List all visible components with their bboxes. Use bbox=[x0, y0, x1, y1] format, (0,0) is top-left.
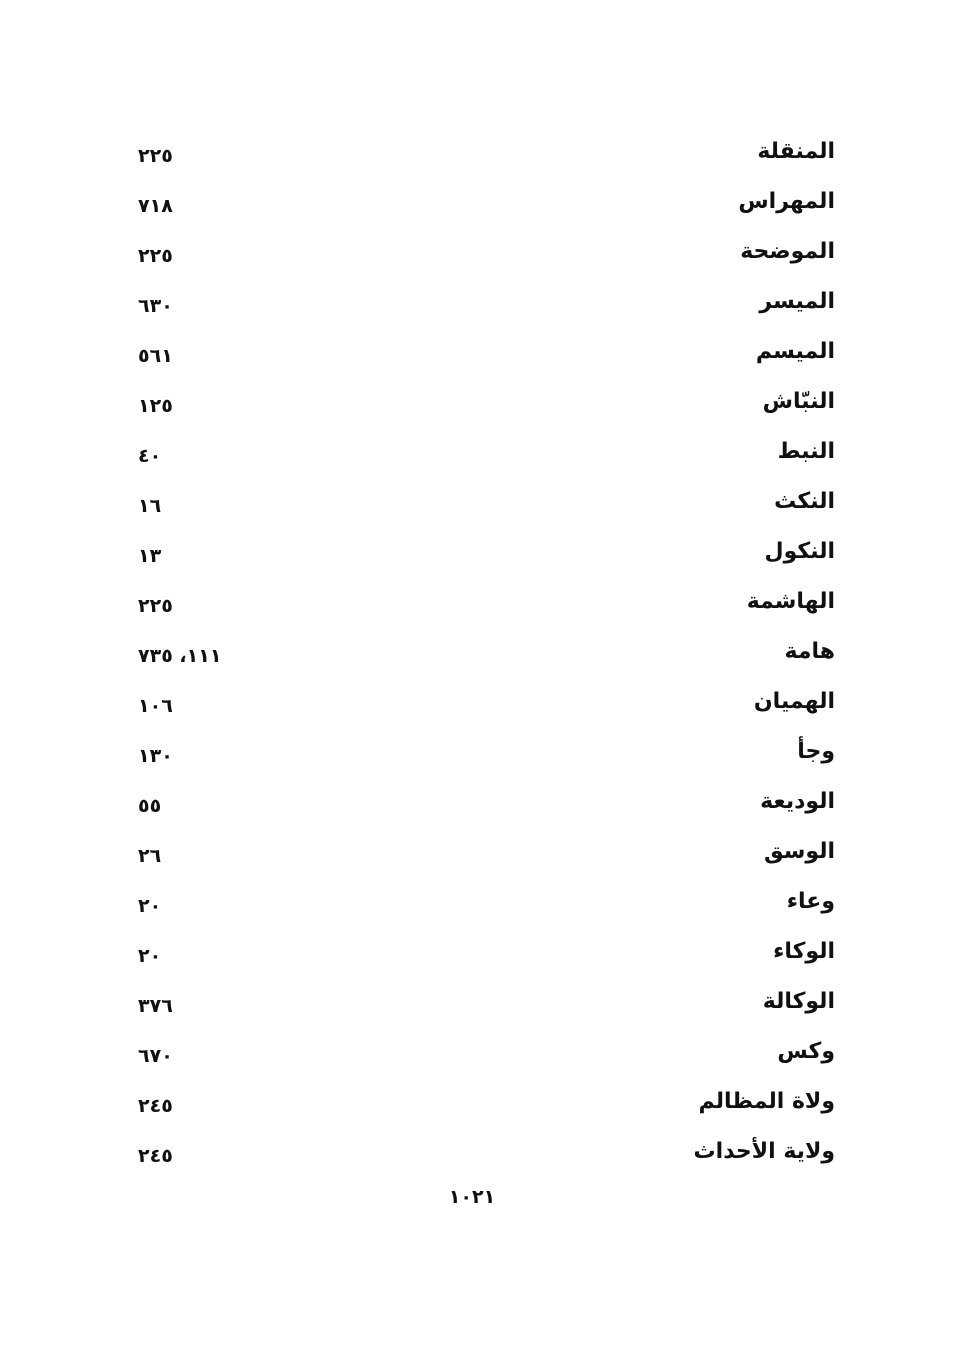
entry-page-refs: ١١١، ٧٣٥ bbox=[138, 645, 222, 667]
glossary-index-list bbox=[130, 127, 835, 1177]
index-entry bbox=[130, 427, 835, 477]
index-entry bbox=[130, 1027, 835, 1077]
index-entry bbox=[130, 477, 835, 527]
index-entry bbox=[130, 577, 835, 627]
entry-page-refs: ٣٧٦ bbox=[138, 995, 173, 1017]
entry-term: النبط bbox=[777, 439, 835, 464]
index-entry bbox=[130, 1127, 835, 1177]
entry-page-refs: ١٣٠ bbox=[138, 745, 173, 767]
index-entry bbox=[130, 927, 835, 977]
index-entry bbox=[130, 727, 835, 777]
entry-page-refs: ١٠٦ bbox=[138, 695, 173, 717]
entry-term: النبّاش bbox=[762, 389, 835, 414]
index-entry bbox=[130, 177, 835, 227]
entry-term: الهميان bbox=[753, 689, 835, 714]
entry-page-refs: ٢٤٥ bbox=[138, 1095, 173, 1117]
entry-term: المهراس bbox=[738, 189, 835, 214]
index-entry bbox=[130, 977, 835, 1027]
entry-page-refs: ٢٠ bbox=[138, 945, 162, 967]
index-entry bbox=[130, 327, 835, 377]
entry-page-refs: ١٢٥ bbox=[138, 395, 173, 417]
entry-term: ولاة المظالم bbox=[698, 1089, 835, 1114]
entry-term: الوديعة bbox=[760, 789, 835, 814]
entry-page-refs: ٦٣٠ bbox=[138, 295, 173, 317]
entry-page-refs: ٥٦١ bbox=[138, 345, 173, 367]
entry-term: النكول bbox=[764, 539, 835, 564]
entry-term: الهاشمة bbox=[746, 589, 835, 614]
entry-term: الموضحة bbox=[740, 239, 835, 264]
entry-term: ولاية الأحداث bbox=[693, 1139, 835, 1164]
entry-term: وجأ bbox=[797, 739, 835, 764]
entry-term: الميسم bbox=[755, 339, 835, 364]
entry-term: هامة bbox=[784, 639, 835, 664]
entry-term: الوكاء bbox=[773, 939, 835, 964]
entry-page-refs: ١٦ bbox=[138, 495, 162, 517]
entry-page-refs: ٢٢٥ bbox=[138, 245, 173, 267]
index-entry bbox=[130, 227, 835, 277]
index-entry bbox=[130, 1077, 835, 1127]
entry-page-refs: ٤٠ bbox=[138, 445, 162, 467]
index-entry bbox=[130, 627, 835, 677]
entry-term: الميسر bbox=[759, 289, 835, 314]
entry-page-refs: ٧١٨ bbox=[138, 195, 173, 217]
index-entry bbox=[130, 877, 835, 927]
entry-page-refs: ٢٤٥ bbox=[138, 1145, 173, 1167]
index-entry bbox=[130, 377, 835, 427]
entry-term: الوسق bbox=[763, 839, 835, 864]
index-entry bbox=[130, 527, 835, 577]
entry-page-refs: ٢٢٥ bbox=[138, 595, 173, 617]
entry-page-refs: ٦٧٠ bbox=[138, 1045, 173, 1067]
index-entry bbox=[130, 827, 835, 877]
entry-page-refs: ٢٢٥ bbox=[138, 145, 173, 167]
index-entry bbox=[130, 277, 835, 327]
index-entry bbox=[130, 777, 835, 827]
page-number: ١٠٢١ bbox=[448, 1186, 496, 1208]
entry-term: المنقلة bbox=[757, 139, 835, 164]
index-entry bbox=[130, 127, 835, 177]
entry-term: وكس bbox=[777, 1039, 835, 1064]
entry-page-refs: ٢٠ bbox=[138, 895, 162, 917]
entry-term: وعاء bbox=[786, 889, 835, 914]
entry-page-refs: ٥٥ bbox=[138, 795, 162, 817]
entry-page-refs: ١٣ bbox=[138, 545, 162, 567]
entry-term: النكث bbox=[774, 489, 835, 514]
entry-term: الوكالة bbox=[762, 989, 835, 1014]
entry-page-refs: ٢٦ bbox=[138, 845, 162, 867]
index-entry bbox=[130, 677, 835, 727]
